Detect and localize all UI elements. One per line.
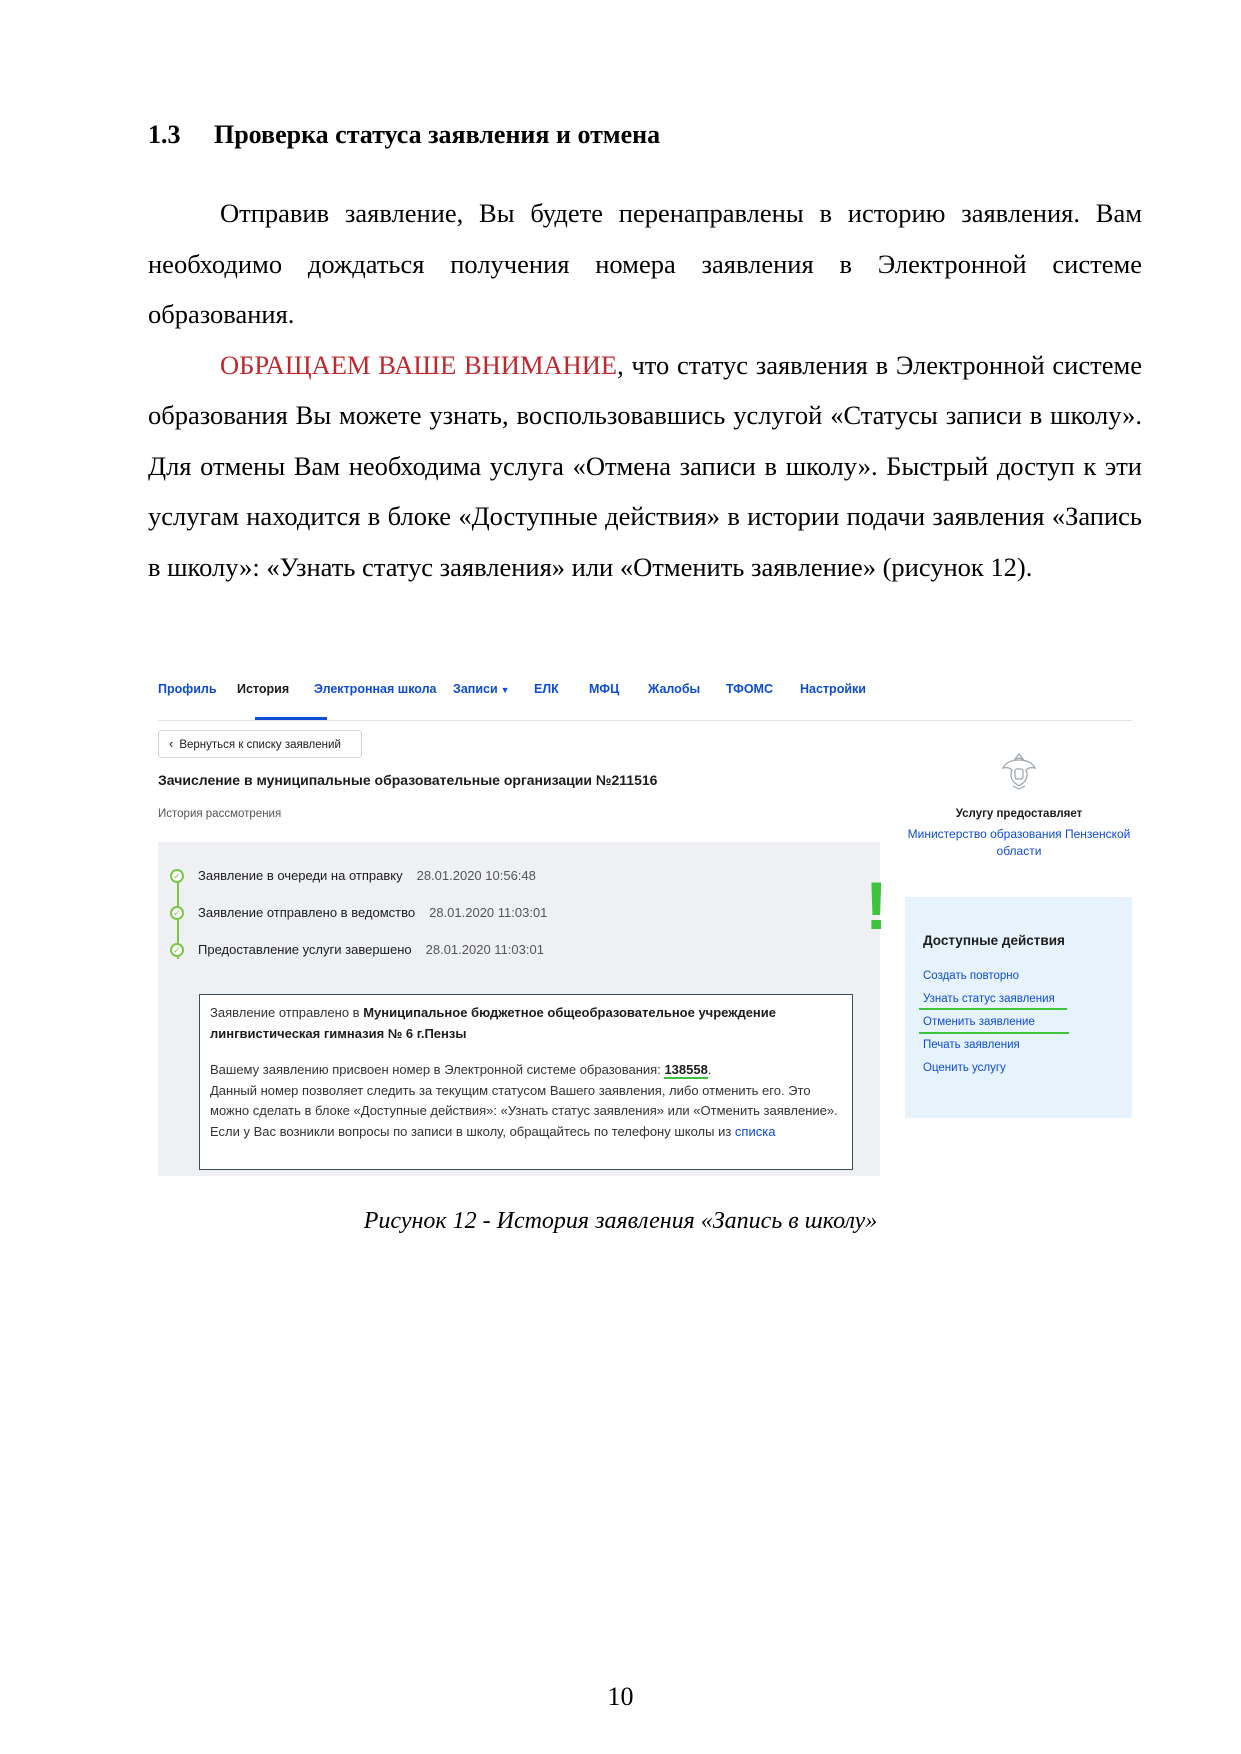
check-icon: ✓ [170,943,184,957]
body-text [148,188,1142,592]
action-create-again[interactable]: Создать повторно [923,970,1020,982]
action-rate-service[interactable]: Оценить услугу [923,1062,1006,1074]
exclamation-mark: ! [865,868,888,944]
nav-tab-records[interactable] [453,682,510,696]
notice-line-2: Данный номер позволяет следить за текущим статусом Вашего заявления, либо отменить его. Это можно сделать в блоке «Доступные действия»: «Узнать статус заявления» или «Отменить заявление». [210,1082,838,1118]
provider-block [900,750,1138,860]
history-timeline [158,842,880,1176]
back-button-label: Вернуться к списку заявлений [179,739,341,751]
timeline-date: 28.01.2020 10:56:48 [416,868,536,883]
coat-of-arms-icon [1000,750,1038,790]
figure-screenshot [158,668,1138,1176]
actions-title: Доступные действия [923,933,1065,948]
nav-tab-records-label: Записи [453,682,498,696]
timeline-status: Заявление отправлено в ведомство [198,905,416,920]
paragraph-2 [148,340,1142,593]
timeline-date: 28.01.2020 11:03:01 [425,942,544,957]
notice-number-text: Вашему заявлению присвоен номер в Электронной системе образования: [210,1062,665,1077]
nav-tab-settings[interactable]: Настройки [800,682,866,696]
available-actions-panel [905,897,1132,1118]
figure-caption: Рисунок 12 - История заявления «Запись в школу» [363,1208,878,1234]
attention-highlight: ОБРАЩАЕМ ВАШЕ ВНИМАНИЕ [220,349,618,380]
action-print-application[interactable]: Печать заявления [923,1039,1020,1051]
highlight-underline [919,1032,1069,1034]
nav-tab-e-school[interactable]: Электронная школа [314,682,437,696]
page-number: 10 [607,1682,634,1711]
back-to-list-button[interactable] [158,730,362,758]
section-title: Проверка статуса заявления и отмена [214,120,661,149]
schools-list-link[interactable]: списка [734,1123,776,1139]
notice-lead: Заявление отправлено в [210,1005,364,1020]
paragraph-2-text: , что статус заявления в Электронной системе образования Вы можете узнать, воспользовавшись услугой «Статусы записи в школу». Для отмены Вам необходима услуга «Отмена записи в школу». Быстрый доступ к эти услугам находится в блоке «Доступные действия» в истории подачи заявления «Запись в школу»: «Узнать статус заявления» или «Отменить заявление» (рисунок 12). [148,349,1142,582]
completion-notice [199,994,853,1170]
nav-tab-history[interactable]: История [237,682,290,696]
nav-tab-complaints[interactable]: Жалобы [648,682,701,696]
nav-tab-profile[interactable]: Профиль [158,682,217,696]
timeline-date: 28.01.2020 11:03:01 [429,905,548,920]
provider-name-link[interactable]: Министерство образования Пензенской области [907,827,1131,858]
application-title: Зачисление в муниципальные образовательные организации №211516 [158,772,658,788]
provider-label: Услугу предоставляет [955,808,1083,820]
nav-tab-mfc[interactable]: МФЦ [589,682,620,696]
chevron-down-icon: ▼ [500,685,510,695]
chevron-left-icon: ‹ [169,736,174,751]
application-number: 138558 [664,1062,708,1077]
active-tab-indicator [255,717,327,720]
section-number: 1.3 [148,120,181,149]
timeline-status: Предоставление услуги завершено [198,942,412,957]
paragraph-1: Отправив заявление, Вы будете перенаправлены в историю заявления. Вам необходимо дождаться получения номера заявления в Электронной системе образования. [148,198,1142,329]
nav-tab-tfoms[interactable]: ТФОМС [726,682,773,696]
action-check-status[interactable]: Узнать статус заявления [923,993,1055,1005]
nav-tab-elk[interactable]: ЕЛК [534,682,559,696]
highlight-underline [919,1008,1067,1010]
history-subtitle: История рассмотрения [158,808,282,820]
top-nav [158,668,1132,721]
notice-organization: Муниципальное бюджетное общеобразовательное учреждение лингвистическая гимназия № 6 г.Пензы [210,1005,777,1041]
notice-line-3: Если у Вас возникли вопросы по записи в школу, обращайтесь по телефону школы из [210,1123,735,1139]
section-heading [148,118,1108,152]
check-icon: ✓ [170,906,184,920]
timeline-status: Заявление в очереди на отправку [198,868,403,883]
check-icon: ✓ [170,869,184,883]
notice-number-end: . [707,1062,712,1077]
action-cancel-application[interactable]: Отменить заявление [923,1016,1035,1028]
